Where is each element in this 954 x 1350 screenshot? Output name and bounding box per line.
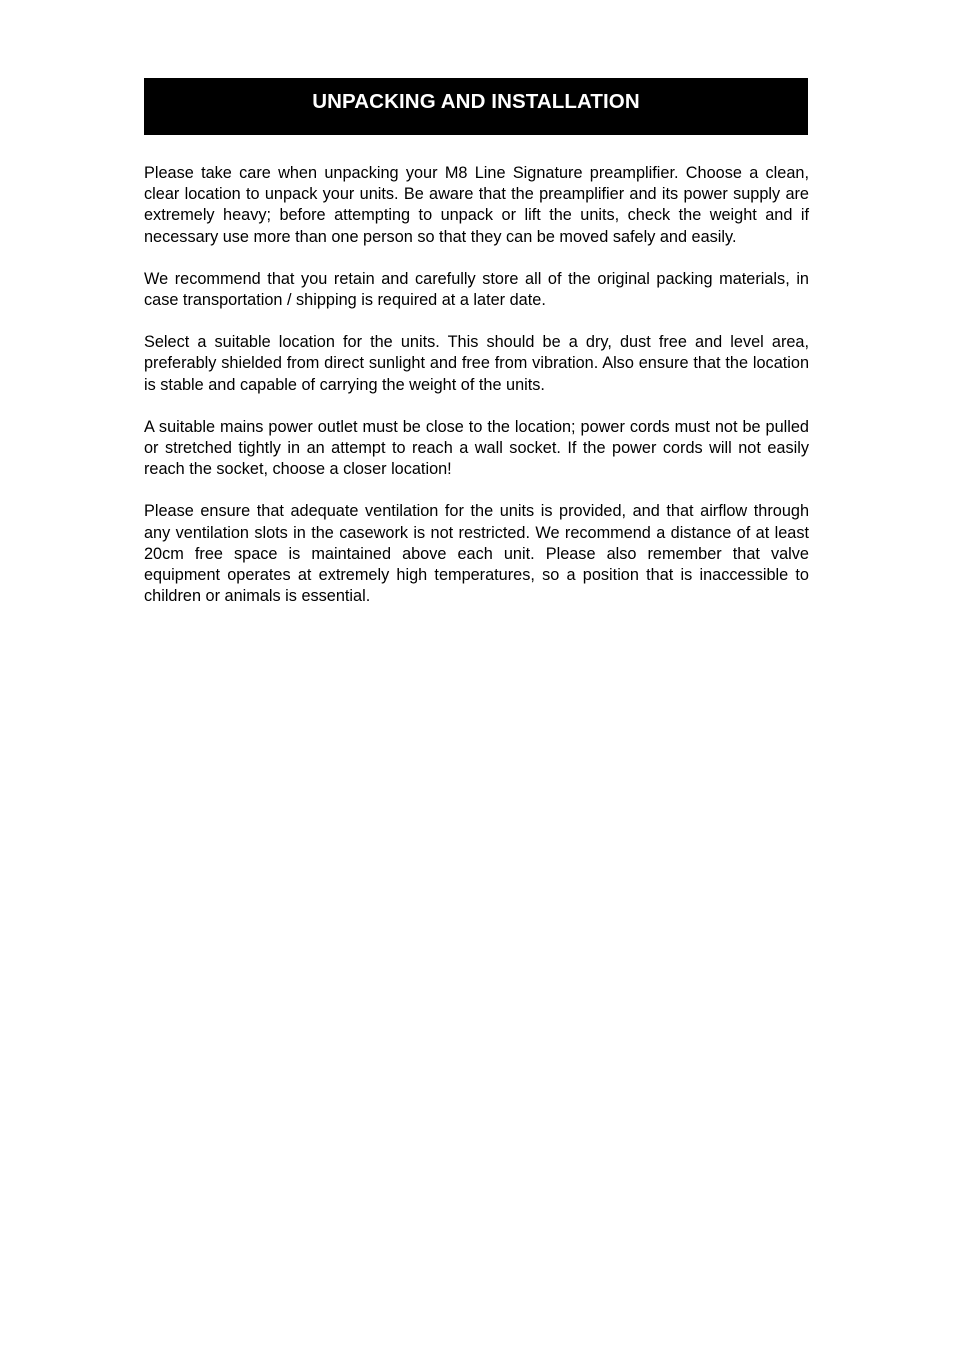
paragraph-unpacking-care: Please take care when unpacking your M8 Line Signature preamplifier. Choose a clean, clear location to unpack your units. Be aware that the preamplifier and its power supply are extremely heavy; before attempting to unpack or lift the units, check the weight and if necessary use more than one person so that they can be moved safely and easily. [144, 164, 809, 246]
section-title: UNPACKING AND INSTALLATION [312, 90, 640, 113]
section-header-bar [144, 78, 808, 135]
paragraph-ventilation: Please ensure that adequate ventilation for the units is provided, and that airflow through any ventilation slots in the casework is not restricted. We recommend a distance of at least 20cm free space is maintained above each unit. Please also remember that valve equipment operates at extremely high temperatures, so a position that is inaccessible to children or animals is essential. [144, 502, 809, 606]
section-body [144, 163, 809, 607]
document-page [144, 78, 809, 628]
paragraph-packing-materials: We recommend that you retain and carefully store all of the original packing materials, in case transportation / shipping is required at a later date. [144, 269, 809, 310]
paragraph-location: Select a suitable location for the units. This should be a dry, dust free and level area, preferably shielded from direct sunlight and free from vibration. Also ensure that the location is stable and capable of carrying the weight of the units. [144, 333, 809, 394]
paragraph-power-outlet: A suitable mains power outlet must be close to the location; power cords must not be pulled or stretched tightly in an attempt to reach a wall socket. If the power cords will not easily reach the socket, choose a closer location! [144, 417, 809, 479]
